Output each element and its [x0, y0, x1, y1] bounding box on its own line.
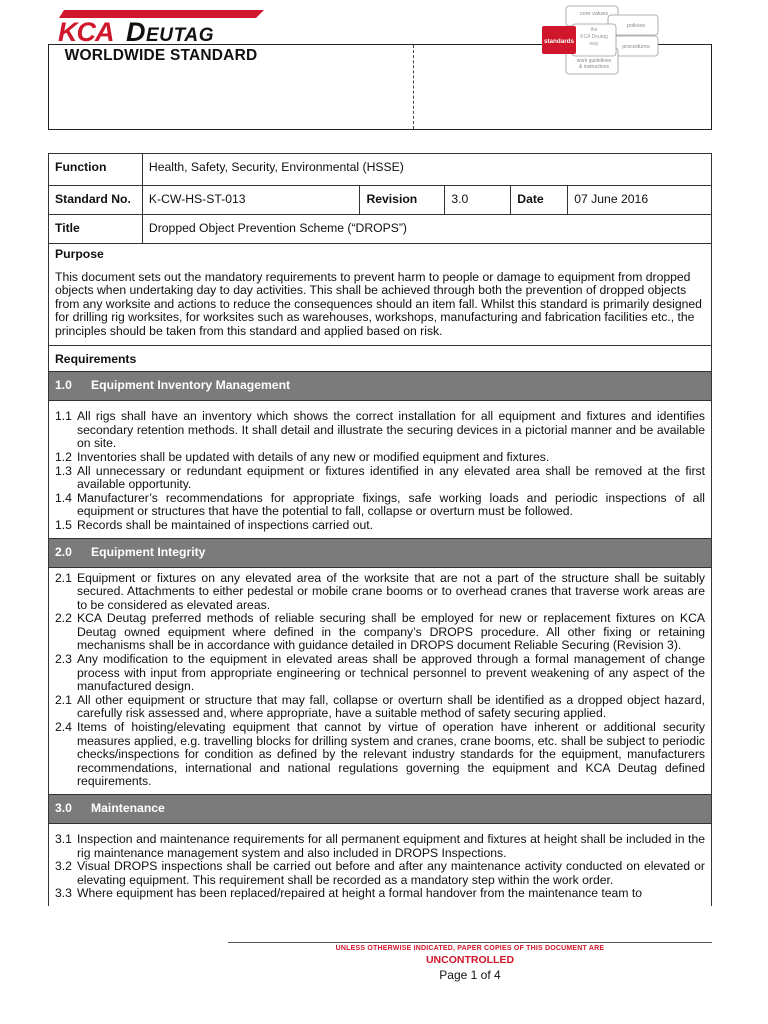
item-number: 3.3 [55, 886, 72, 901]
section-items [49, 824, 712, 906]
framework-standards-label: standards [543, 38, 575, 45]
item-text: Where equipment has been replaced/repaired at height a formal handover from the maintenance team to [77, 886, 643, 901]
section-title: Equipment Inventory Management [91, 378, 291, 393]
framework-the-label: the [590, 27, 598, 33]
logo-kca: KCA [58, 17, 114, 44]
requirement-item [55, 887, 705, 901]
framework-kca-deutag-label: KCA Deutag [580, 34, 608, 40]
requirement-item [55, 721, 705, 789]
framework-policies-label: policies [626, 23, 646, 29]
footer-uncontrolled-note: UNLESS OTHERWISE INDICATED, PAPER COPIES OF THIS DOCUMENT ARE [335, 945, 605, 952]
logo-d: D [126, 17, 146, 44]
item-text: All other equipment or structure that may fall, collapse or overturn shall be identified as a dropped object hazard, carefully risk assessed and, where appropriate, have a suitable method of safety securing applied. [77, 692, 705, 721]
section-number: 3.0 [55, 801, 72, 815]
item-number: 2.1 [55, 692, 72, 707]
date-label: Date [511, 186, 568, 215]
framework-core-values-label: core values [579, 11, 609, 17]
requirements-heading: Requirements [49, 345, 712, 372]
framework-way-label: way [589, 41, 599, 47]
item-number: 1.3 [55, 463, 72, 478]
item-number: 3.1 [55, 832, 72, 846]
section-heading [49, 795, 712, 824]
revision-value: 3.0 [445, 186, 511, 215]
function-value: Health, Safety, Security, Environmental (HSSE) [142, 154, 711, 186]
item-text: Manufacturer’s recommendations for appropriate fixings, safe working loads and periodic inspections of all equipment or structures that have the potential to fall, collapse or overturn must be followed. [77, 490, 705, 519]
section-items [49, 401, 712, 538]
purpose-text: This document sets out the mandatory requirements to prevent harm to people or damage to equipment from dropped objects when undertaking day to day activities. This shall be achieved through both the prevention of dropped objects from any worksite and actions to reduce the consequences should an item fall. Whilst this standard is primarily designed for drilling rig worksites, for worksites such as warehouses, workshops, manufacturing and fabrication facilities etc., the principles should be taken from this standard and applied based on risk. [55, 269, 702, 338]
item-text: Any modification to the equipment in elevated areas shall be approved through a formal management of change process with input from appropriate engineering or technical personnel to prevent weakening of any aspect of the manufactured design. [77, 652, 705, 694]
item-number: 1.5 [55, 517, 72, 532]
section-number: 1.0 [55, 378, 72, 393]
purpose-section [49, 244, 712, 346]
item-text: Inspection and maintenance requirements for all permanent equipment and fixtures at height shall be included in the rig maintenance management system and also included in DROPS Inspections. [77, 832, 705, 860]
standards-framework-diagram [528, 2, 660, 82]
footer-uncontrolled-label: UNCONTROLLED [425, 954, 515, 966]
item-number: 2.3 [55, 652, 72, 667]
standard-number-label: Standard No. [49, 186, 143, 215]
section-items [49, 567, 712, 795]
requirement-item [55, 519, 705, 533]
framework-work-guidelines-label: work guidelines [576, 58, 612, 64]
item-number: 1.4 [55, 490, 72, 505]
item-text: Items of hoisting/elevating equipment that cannot by virtue of operation have inherent or additional security measures applied, e.g. travelling blocks for drilling system and cranes, crane booms, etc. shall be subject to periodic checks/inspections for condition as defined by the relevant industry standards for the equipment, manufacturers recommendations, international and national regulations governing the equipment and KCA Deutag defined requirements. [77, 720, 705, 789]
item-number: 2.1 [55, 570, 72, 585]
footer-divider [228, 942, 712, 943]
item-number: 2.2 [55, 611, 72, 626]
requirement-item [55, 612, 705, 653]
item-text: All unnecessary or redundant equipment or fixtures identified in any elevated area shall be removed at the first available opportunity. [77, 463, 705, 492]
page-number: Page 1 of 4 [439, 968, 501, 982]
item-text: Inventories shall be updated with details of any new or modified equipment and fixtures. [77, 449, 550, 464]
section-heading [49, 372, 712, 401]
section-title: Equipment Integrity [91, 544, 206, 559]
item-text: Visual DROPS inspections shall be carried out before and after any maintenance activity conducted on elevated or elevating equipment. This requirement shall be recorded as a mandatory step within the work order. [77, 859, 705, 887]
purpose-heading: Purpose [55, 247, 104, 261]
item-number: 1.2 [55, 449, 72, 464]
title-label: Title [49, 215, 143, 244]
requirement-item [55, 653, 705, 694]
item-number: 1.1 [55, 409, 72, 424]
kca-deutag-logo [56, 8, 274, 44]
requirement-item [55, 860, 705, 887]
requirement-item [55, 410, 705, 451]
date-value: 07 June 2016 [568, 186, 712, 215]
title-value: Dropped Object Prevention Scheme (“DROPS”) [142, 215, 711, 244]
section-title: Maintenance [91, 801, 165, 815]
requirement-item [55, 833, 705, 860]
item-number: 3.2 [55, 859, 72, 874]
revision-label: Revision [360, 186, 445, 215]
header-divider [413, 45, 414, 129]
framework-procedures-label: procedures [622, 44, 650, 50]
item-text: All rigs shall have an inventory which shows the correct installation for all equipment and fixtures and identifies secondary retention methods. It shall detail and illustrate the securing devices in a pictorial manner and be available on site. [77, 409, 705, 451]
requirement-item [55, 465, 705, 492]
section-heading [49, 538, 712, 567]
function-label: Function [49, 154, 143, 186]
section-number: 2.0 [55, 544, 72, 559]
logo-eutag: EUTAG [146, 25, 215, 44]
standard-number-value: K-CW-HS-ST-013 [142, 186, 360, 215]
requirement-item [55, 451, 705, 465]
item-text: Equipment or fixtures on any elevated area of the worksite that are not a part of the structure shall be suitably secured. Attachments to either pedestal or mobile crane booms or to overhead cranes that traverse work areas are to be considered as elevated areas. [77, 570, 705, 612]
framework-instructions-label: & instructions [578, 64, 610, 70]
standard-document-table [48, 153, 712, 906]
requirement-item [55, 492, 705, 519]
requirement-item [55, 572, 705, 613]
document-type-title: WORLDWIDE STANDARD [64, 47, 258, 64]
item-number: 2.4 [55, 720, 72, 735]
item-text: KCA Deutag preferred methods of reliable securing shall be employed for new or replacement fixtures on KCA Deutag owned equipment where defined in the company’s DROPS procedure. All other fixing or retaining mechanisms shall be in accordance with guidance detailed in DROPS document Reliable Securing (Revision 3). [77, 611, 705, 653]
requirement-item [55, 694, 705, 721]
item-text: Records shall be maintained of inspections carried out. [77, 517, 374, 532]
